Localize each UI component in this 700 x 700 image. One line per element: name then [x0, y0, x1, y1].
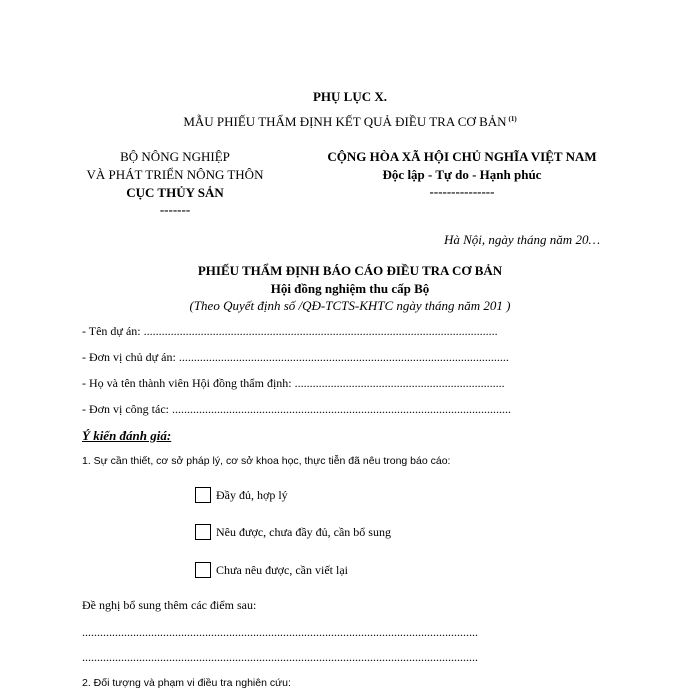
ministry-name-line2: VÀ PHÁT TRIỂN NÔNG THÔN [86, 167, 264, 182]
department-name: CỤC THỦY SẢN [126, 185, 224, 200]
question-1: 1. Sự cần thiết, cơ sở pháp lý, cơ sở khoa học, thực tiễn đã nêu trong báo cáo: [82, 455, 451, 467]
date-line: Hà Nội, ngày tháng năm 20… [444, 232, 600, 247]
option-checkbox-3[interactable] [195, 562, 211, 578]
appendix-subtitle-row [0, 114, 700, 130]
field-project-owner[interactable]: - Đơn vị chủ dự án: .............................................................................................................. [82, 350, 509, 364]
field-council-member[interactable]: - Họ và tên thành viên Hội đồng thẩm định: ...................................................................... [82, 376, 505, 390]
option-label-1: Đầy đủ, hợp lý [216, 488, 288, 502]
header-left [80, 148, 270, 218]
evaluation-heading: Ý kiến đánh giá: [82, 428, 172, 443]
header-left-separator: ------- [159, 202, 191, 217]
question-2: 2. Đối tượng và phạm vi điều tra nghiên cứu: [82, 677, 291, 689]
form-subtitle: Hội đồng nghiệm thu cấp Bộ [270, 281, 430, 296]
appendix-subtitle: MẪU PHIẾU THẨM ĐỊNH KẾT QUẢ ĐIỀU TRA CƠ BẢN [183, 114, 507, 129]
ministry-name: BỘ NÔNG NGHIỆP [120, 149, 230, 164]
header-right-separator: --------------- [429, 184, 495, 199]
option-label-3: Chưa nêu được, cần viết lại [216, 563, 348, 577]
field-work-unit[interactable]: - Đơn vị công tác: ................................................................................................................. [82, 402, 511, 416]
motto: Độc lập - Tự do - Hạnh phúc [382, 167, 542, 182]
dotted-line-1[interactable]: .................................................................................................................................... [82, 625, 478, 639]
option-label-2: Nêu được, chưa đầy đủ, cần bổ sung [216, 525, 391, 539]
option-checkbox-2[interactable] [195, 524, 211, 540]
country-name: CỘNG HÒA XÃ HỘI CHỦ NGHĨA VIỆT NAM [327, 149, 597, 164]
field-project-name[interactable]: - Tên dự án: ...................................................................................................................... [82, 324, 498, 338]
option-checkbox-1[interactable] [195, 487, 211, 503]
footnote-mark: (1) [508, 114, 517, 123]
decision-reference: (Theo Quyết định số /QĐ-TCTS-KHTC ngày tháng năm 201 ) [189, 298, 511, 313]
appendix-title: PHỤ LỤC X. [312, 89, 388, 104]
dotted-line-2[interactable]: .................................................................................................................................... [82, 650, 478, 664]
form-title: PHIẾU THẨM ĐỊNH BÁO CÁO ĐIỀU TRA CƠ BẢN [197, 263, 503, 278]
header-right [292, 148, 632, 200]
suggest-label: Đề nghị bổ sung thêm các điểm sau: [82, 598, 257, 612]
